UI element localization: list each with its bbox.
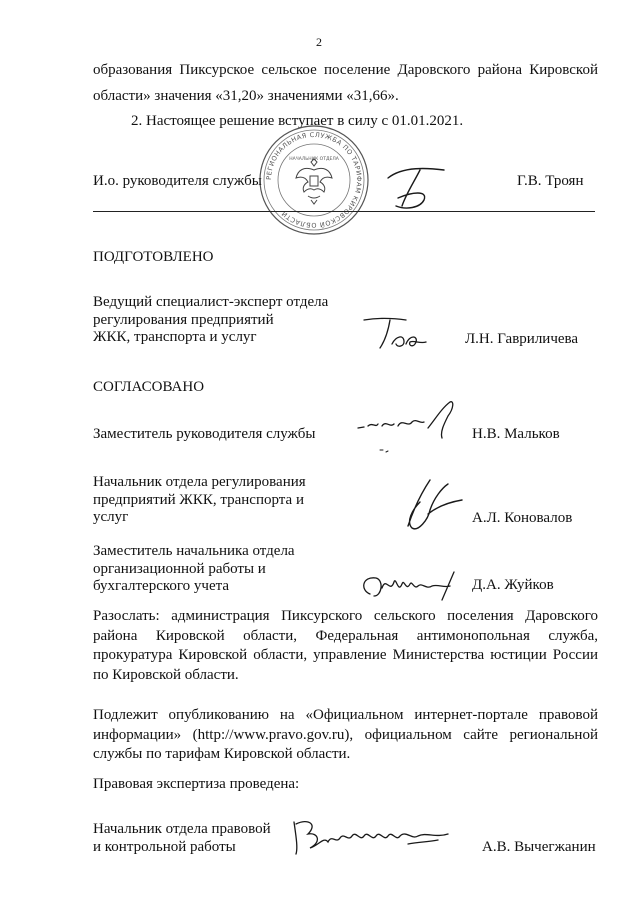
- legal-review-signature: [288, 812, 468, 862]
- head-name: Г.В. Троян: [517, 173, 584, 189]
- deputy-head-name: Н.В. Мальков: [472, 426, 560, 442]
- deputy-dept-head-position-line-3: бухгалтерского учета: [93, 578, 230, 594]
- dept-head-signature: [390, 474, 470, 538]
- dept-head-name: А.Л. Коновалов: [472, 510, 573, 526]
- deputy-head-position: Заместитель руководителя службы: [93, 426, 316, 442]
- eagle-emblem-icon: [296, 159, 332, 204]
- legal-review-name: А.В. Вычегжанин: [482, 839, 596, 855]
- seal-inner-text: НАЧАЛЬНИК ОТДЕЛА: [289, 157, 339, 162]
- legal-review-position-line-2: и контрольной работы: [93, 838, 236, 855]
- dept-head-position-line-3: услуг: [93, 509, 129, 525]
- intro-line-1: образования Пиксурское сельское поселение Даровского района Кировской: [93, 62, 598, 78]
- prepared-heading: ПОДГОТОВЛЕНО: [93, 249, 214, 265]
- svg-text:РЕГИОНАЛЬНАЯ СЛУЖБА ПО ТАРИФАМ: [265, 131, 363, 230]
- deputy-dept-head-position-line-1: Заместитель начальника отдела: [93, 543, 295, 559]
- dept-head-position-line-1: Начальник отдела регулирования: [93, 474, 306, 490]
- dept-head-position: [93, 474, 306, 527]
- prepared-name: Л.Н. Гавриличева: [465, 331, 579, 347]
- prepared-position: [93, 294, 328, 347]
- prepared-position-line-2: регулирования предприятий: [93, 311, 274, 328]
- intro-line-2: области» значения «31,20» значениями «31,66».: [93, 88, 399, 104]
- page-number: 2: [316, 35, 322, 49]
- deputy-dept-head-signature: [356, 566, 468, 606]
- deputy-dept-head-name: Д.А. Жуйков: [472, 577, 554, 593]
- prepared-position-line-1: Ведущий специалист-эксперт отдела: [93, 294, 329, 310]
- official-seal: [258, 124, 370, 236]
- deputy-head-signature: [350, 398, 470, 458]
- dept-head-position-line-2: предприятий ЖКК, транспорта и: [93, 491, 304, 508]
- deputy-dept-head-position: [93, 543, 295, 596]
- signature-divider: [93, 211, 595, 212]
- prepared-position-line-3: ЖКК, транспорта и услуг: [93, 329, 257, 345]
- distribution-text: Разослать: администрация Пиксурского сельского поселения Даровского района Кировской области, Федеральная антимонопольная служба, прокуратура Кировской области, управление Министерства юстиции России по Кировской области.: [93, 608, 598, 683]
- publication-text: Подлежит опубликованию на «Официальном интернет-портале правовой информации» (http://www.pravo.gov.ru), официальном сайте региональной службы по тарифам Кировской области.: [93, 707, 598, 762]
- head-signature: [378, 156, 458, 216]
- deputy-dept-head-position-line-2: организационной работы и: [93, 560, 266, 577]
- seal-ring-text: РЕГИОНАЛЬНАЯ СЛУЖБА ПО ТАРИФАМ КИРОВСКОЙ ОБЛАСТИ: [264, 130, 364, 230]
- head-position: И.о. руководителя службы: [93, 173, 262, 189]
- agreed-heading: СОГЛАСОВАНО: [93, 379, 205, 395]
- point-2-text: 2. Настоящее решение вступает в силу с 01.01.2021.: [131, 113, 464, 129]
- prepared-signature: [362, 314, 434, 354]
- legal-review-position-line-1: Начальник отдела правовой: [93, 821, 271, 837]
- legal-review-statement: Правовая экспертиза проведена:: [93, 776, 300, 792]
- legal-review-position: [93, 821, 271, 856]
